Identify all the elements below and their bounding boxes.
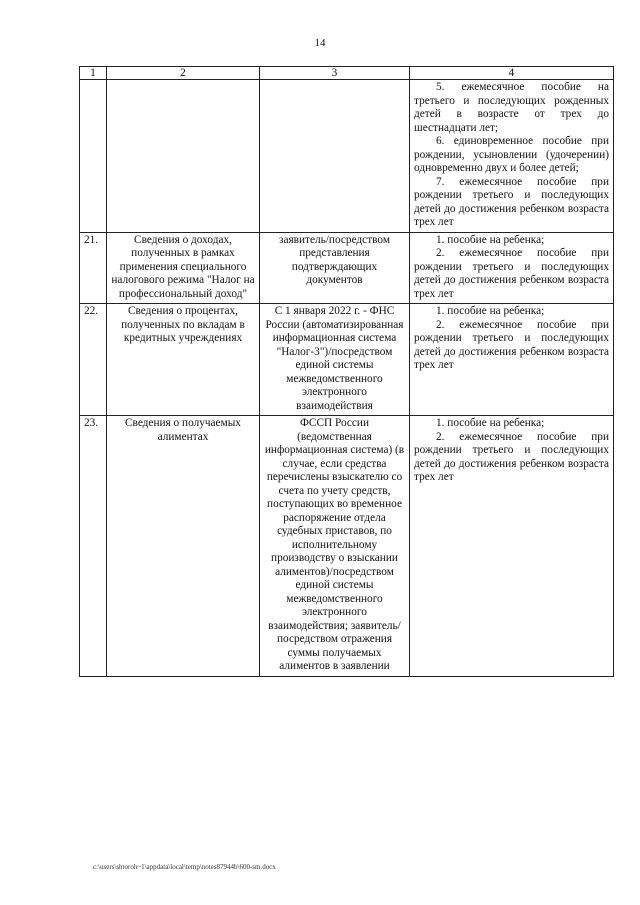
table-row-continuation (80, 80, 614, 233)
benefit-item: 2. ежемесячное пособие при рождении третьего и последующих детей до достижения ребенком возраста трех лет (414, 430, 609, 483)
info-cell: Сведения о получаемых алиментах (107, 416, 260, 677)
benefit-item: 1. пособие на ребенка; (436, 417, 545, 429)
column-header-2: 2 (107, 67, 260, 80)
row-number-cell (80, 80, 107, 233)
info-cell: Сведения о процентах, полученных по вкладам в кредитных учреждениях (107, 304, 260, 416)
column-header-3: 3 (260, 67, 410, 80)
table-row (80, 304, 614, 416)
benefits-cell (410, 232, 614, 304)
column-header-4: 4 (410, 67, 614, 80)
source-cell: заявитель/посредством представления подтверждающих документов (260, 232, 410, 304)
page-number: 14 (314, 37, 326, 49)
benefit-item: 2. ежемесячное пособие при рождении третьего и последующих детей до достижения ребенком возраста трех лет (414, 247, 609, 300)
column-header-1: 1 (80, 67, 107, 80)
benefit-item: 7. ежемесячное пособие при рождении третьего и последующих детей до достижения ребенком возраста трех лет (414, 175, 609, 228)
info-cell (107, 80, 260, 233)
benefit-item: 1. пособие на ребенка; (436, 233, 545, 246)
benefit-item: 6. единовременное пособие при рождении, усыновлении (удочерении) одновременно двух и более детей; (414, 135, 609, 174)
table-row (80, 416, 614, 677)
row-number-cell: 22. (80, 304, 107, 416)
benefit-item: 5. ежемесячное пособие на третьего и последующих рожденных детей в возрасте от трех до шестнадцати лет; (414, 81, 609, 134)
table-row (80, 232, 614, 304)
benefits-info-table (79, 66, 614, 677)
footer-file-path: c:\users\shtoroh~1\appdata\local\temp\notes87944b\600-sm.docx (93, 863, 276, 871)
row-number-cell: 23. (80, 416, 107, 677)
benefits-cell (410, 80, 614, 233)
benefits-cell (410, 416, 614, 677)
source-cell: ФССП России (ведомственная информационная система) (в случае, если средства перечислены взыскателю со счета по учету средств, поступающих во временное распоряжение отдела судебных приставов, по исполнительному производству о взыскании алиментов)/посредством единой системы межведомственного электронного взаимодействия; заявитель/посредством отражения суммы получаемых алиментов в заявлении (260, 416, 410, 677)
benefit-item: 2. ежемесячное пособие при рождении третьего и последующих детей до достижения ребенком возраста трех лет (414, 318, 609, 371)
table-header-row (80, 67, 614, 80)
row-number-cell: 21. (80, 232, 107, 304)
benefit-item: 1. пособие на ребенка; (436, 305, 545, 317)
source-cell: С 1 января 2022 г. - ФНС России (автоматизированная информационная система "Налог-3")/посредством единой системы межведомственного электронного взаимодействия (260, 304, 410, 416)
benefits-cell (410, 304, 614, 416)
source-cell (260, 80, 410, 233)
info-cell: Сведения о доходах, полученных в рамках применения специального налогового режима "Налог на профессиональный доход" (107, 232, 260, 304)
